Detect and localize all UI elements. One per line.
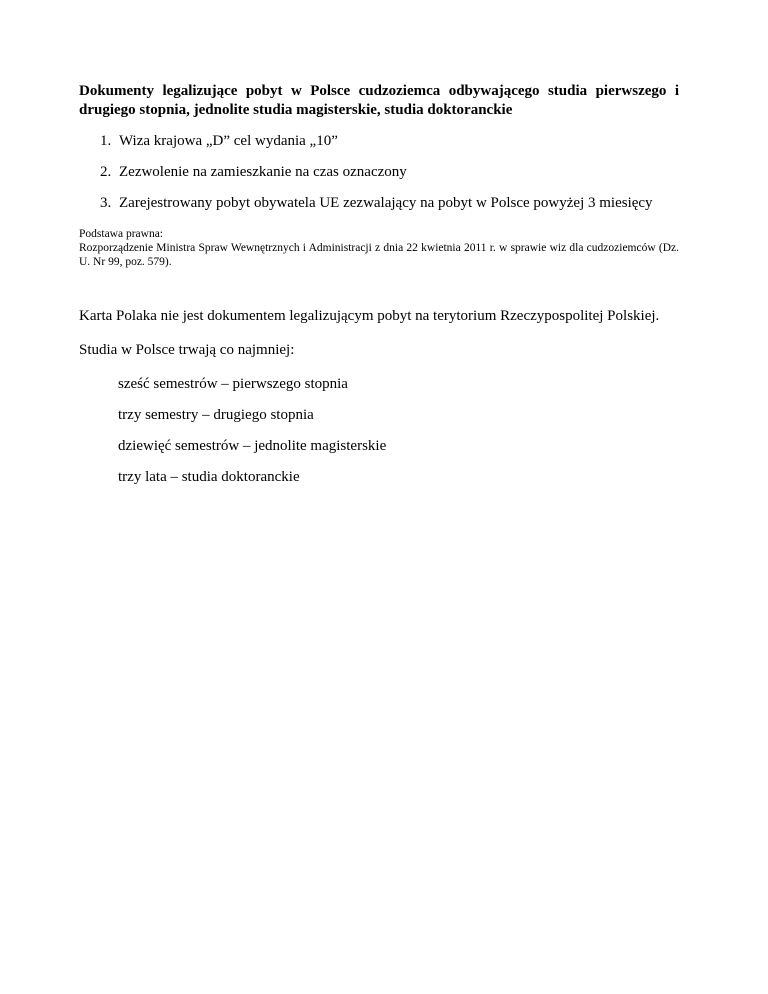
duration-item: dziewięć semestrów – jednolite magisterskie [118, 438, 387, 454]
legal-basis-label: Podstawa prawna: [79, 228, 163, 240]
documents-list [79, 132, 679, 213]
documents-list-item [79, 132, 679, 151]
list-number: 3. [100, 195, 112, 211]
list-number: 2. [100, 164, 112, 180]
duration-item: trzy lata – studia doktoranckie [118, 469, 300, 485]
document-heading: Dokumenty legalizujące pobyt w Polsce cudzoziemca odbywającego studia pierwszego i drugiego stopnia, jednolite studia magisterskie, studia doktoranckie [79, 83, 679, 118]
study-durations-list [79, 375, 679, 487]
list-item-text: Wiza krajowa „D” cel wydania „10” [119, 133, 338, 149]
duration-item: sześć semestrów – pierwszego stopnia [118, 376, 348, 392]
legal-basis-text: Rozporządzenie Ministra Spraw Wewnętrznych i Administracji z dnia 22 kwietnia 2011 r. w sprawie wiz dla cudzoziemców (Dz. U. Nr 99, poz. 579). [79, 242, 679, 268]
duration-item: trzy semestry – drugiego stopnia [118, 407, 314, 423]
studies-intro: Studia w Polsce trwają co najmniej: [79, 342, 295, 358]
list-item-text: Zezwolenie na zamieszkanie na czas oznaczony [119, 164, 407, 180]
list-item-text: Zarejestrowany pobyt obywatela UE zezwalający na pobyt w Polsce powyżej 3 miesięcy [119, 195, 653, 211]
documents-list-item [79, 163, 679, 182]
list-number: 1. [100, 133, 112, 149]
document-page [79, 82, 679, 499]
legal-basis [79, 227, 679, 269]
documents-list-item [79, 194, 679, 213]
karta-polaka-note: Karta Polaka nie jest dokumentem legalizującym pobyt na terytorium Rzeczypospolitej Polskiej. [79, 308, 660, 324]
